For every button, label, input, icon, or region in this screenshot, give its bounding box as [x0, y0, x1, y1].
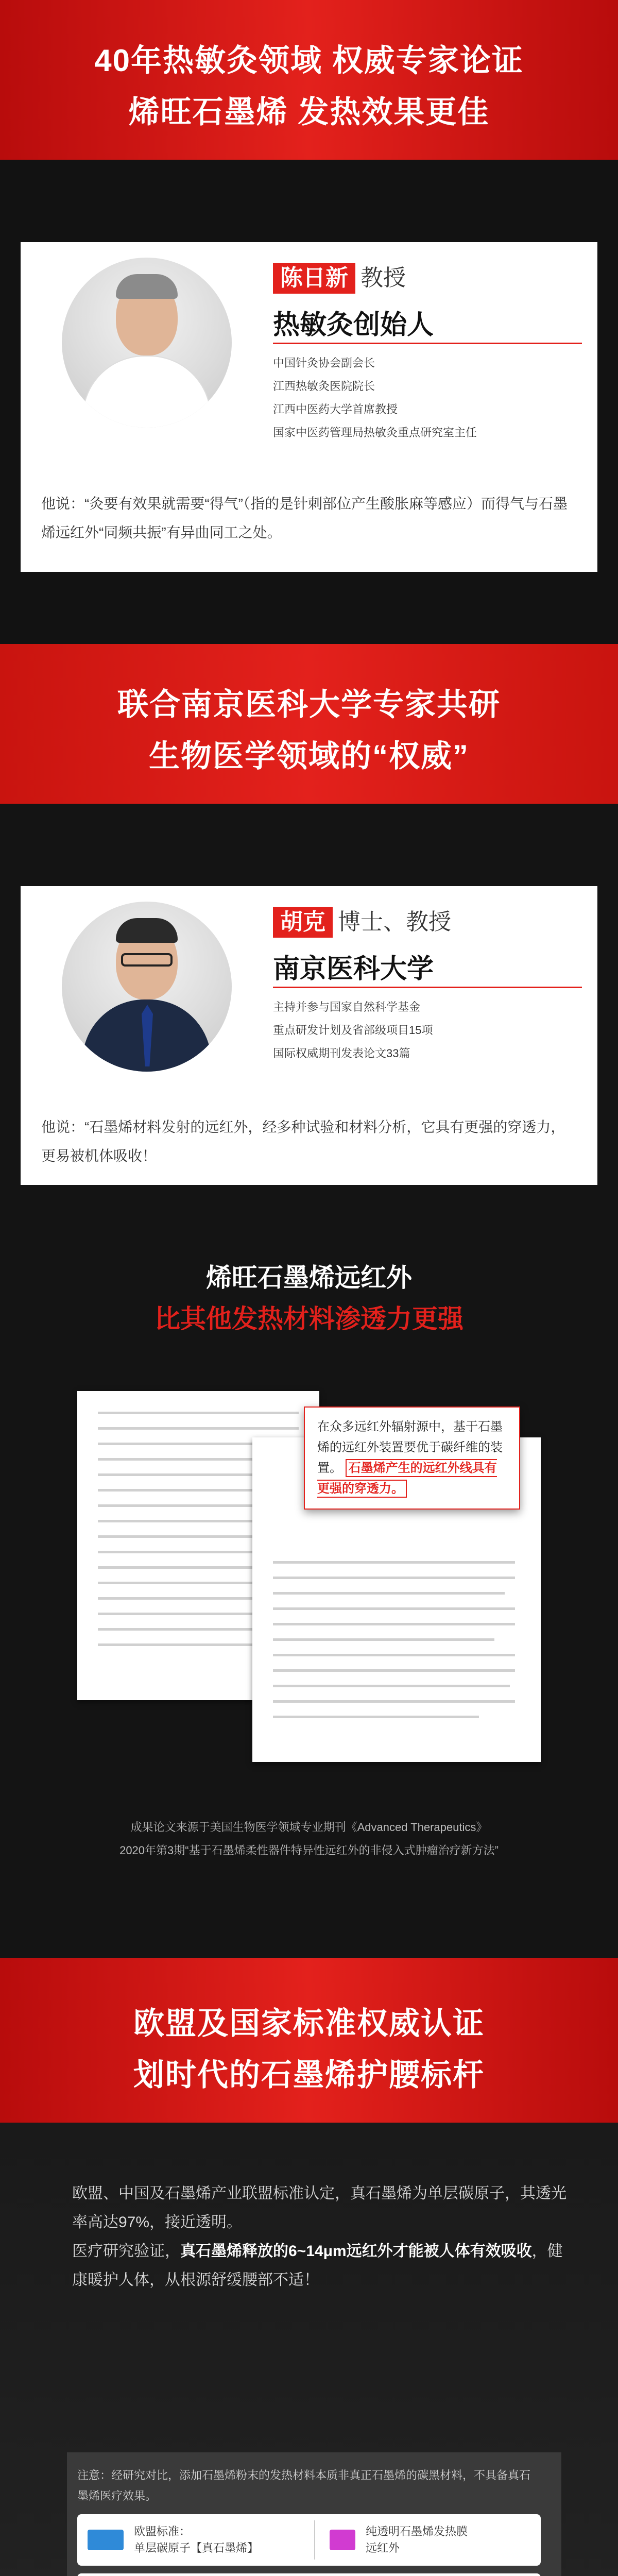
credential: 国家中医药管理局热敏灸重点研究室主任	[273, 426, 477, 439]
paper-caption-line2: 2020年第3期“基于石墨烯柔性器件特异性远红外的非侵入式肿瘤治疗新方法”	[119, 1844, 499, 1857]
credential: 主持并参与国家自然科学基金	[273, 1001, 421, 1013]
section2-title-line2: 生物医学领域的“权威”	[149, 739, 469, 773]
credential: 江西中医药大学首席教授	[273, 403, 398, 416]
cert-panel-row1	[77, 2514, 541, 2566]
cert2-line2: 远红外	[366, 2541, 400, 2554]
expert-portrait-chen	[62, 258, 232, 428]
section2-title-line1: 联合南京医科大学专家共研	[117, 687, 501, 722]
expert-card-chen	[21, 242, 597, 572]
paper-caption-line1: 成果论文来源于美国生物医学领域专业期刊《Advanced Therapeutics》	[130, 1821, 488, 1834]
note-text: 注意：经研究对比，添加石墨烯粉末的发热材料本质非真正石墨烯的碳黑材料，不具备真石墨烯医疗效果。	[77, 2469, 531, 2502]
credential: 中国针灸协会副会长	[273, 357, 375, 369]
section3-title-line1: 欧盟及国家标准权威认证	[133, 2006, 485, 2041]
far-infrared-highlight: 真石墨烯释放的6~14μm远红外才能被人体有效吸收	[180, 2243, 532, 2260]
cert1-line1: 欧盟标准：	[134, 2525, 191, 2538]
expert-card-hu	[21, 886, 597, 1185]
credential: 重点研发计划及省部级项目15项	[273, 1024, 433, 1037]
section3-title-line2: 划时代的石墨烯护腰标杆	[133, 2058, 485, 2092]
standard-paragraph: 欧盟、中国及石墨烯产业联盟标准认定，真石墨烯为单层碳原子，其透光率高达97%，接近透明。	[72, 2185, 566, 2231]
callout-text: 在众多远红外辐射源中，基于石墨烯的远红外装置要优于碳纤维的装置。	[317, 1420, 503, 1475]
credential: 江西热敏灸医院院长	[273, 380, 375, 393]
expert-title: 教授	[360, 265, 406, 291]
credential: 国际权威期刊发表论文33篇	[273, 1047, 410, 1060]
expert-title: 博士、教授	[338, 909, 451, 935]
section2-banner	[0, 644, 618, 804]
medical-paragraph: 医疗研究验证，真石墨烯释放的6~14μm远红外才能被人体有效吸收，健康暖护人体，从根源舒缓腰部不适！	[72, 2243, 563, 2289]
divider	[273, 987, 582, 988]
cert1-line2: 单层碳原子【真石墨烯】	[134, 2541, 259, 2554]
graphene-film-logo-icon	[330, 2530, 355, 2550]
eu-standard-logo-icon	[88, 2530, 124, 2550]
section1-title-line1: 40年热敏灸领域 权威专家论证	[94, 43, 524, 78]
expert-name: 陈日新	[273, 263, 355, 294]
expert-quote: 他说：“石墨烯材料发射的远红外，经多种试验和材料分析，它具有更强的穿透力，更易被机体吸收！	[41, 1119, 565, 1164]
expert-org: 南京医科大学	[273, 954, 434, 984]
divider	[314, 2520, 315, 2560]
expert-quote: 他说：“灸要有效果就需要“得气”（指的是针刺部位产生酸胀麻等感应）而得气与石墨烯远红外“同频共振”有异曲同工之处。	[41, 496, 568, 540]
cert2-line1: 纯透明石墨烯发热膜	[366, 2525, 468, 2538]
expert-org: 热敏灸创始人	[273, 310, 434, 340]
expert-name: 胡克	[273, 907, 333, 938]
expert-portrait-hu	[62, 902, 232, 1072]
divider	[273, 343, 582, 344]
penetration-subtitle: 比其他发热材料渗透力更强	[154, 1304, 464, 1333]
expert-name-row	[273, 263, 406, 294]
penetration-title: 烯旺石墨烯远红外	[206, 1263, 412, 1292]
cert-panel-row2	[77, 2573, 541, 2576]
paper-callout	[304, 1406, 520, 1510]
section1-title-line2: 烯旺石墨烯 发热效果更佳	[128, 95, 490, 129]
section1-banner	[0, 0, 618, 160]
callout-highlight: 石墨烯产生的远红外线具有更强的穿透力。	[317, 1459, 497, 1498]
section3-banner	[0, 1958, 618, 2123]
expert-name-row	[273, 907, 451, 938]
